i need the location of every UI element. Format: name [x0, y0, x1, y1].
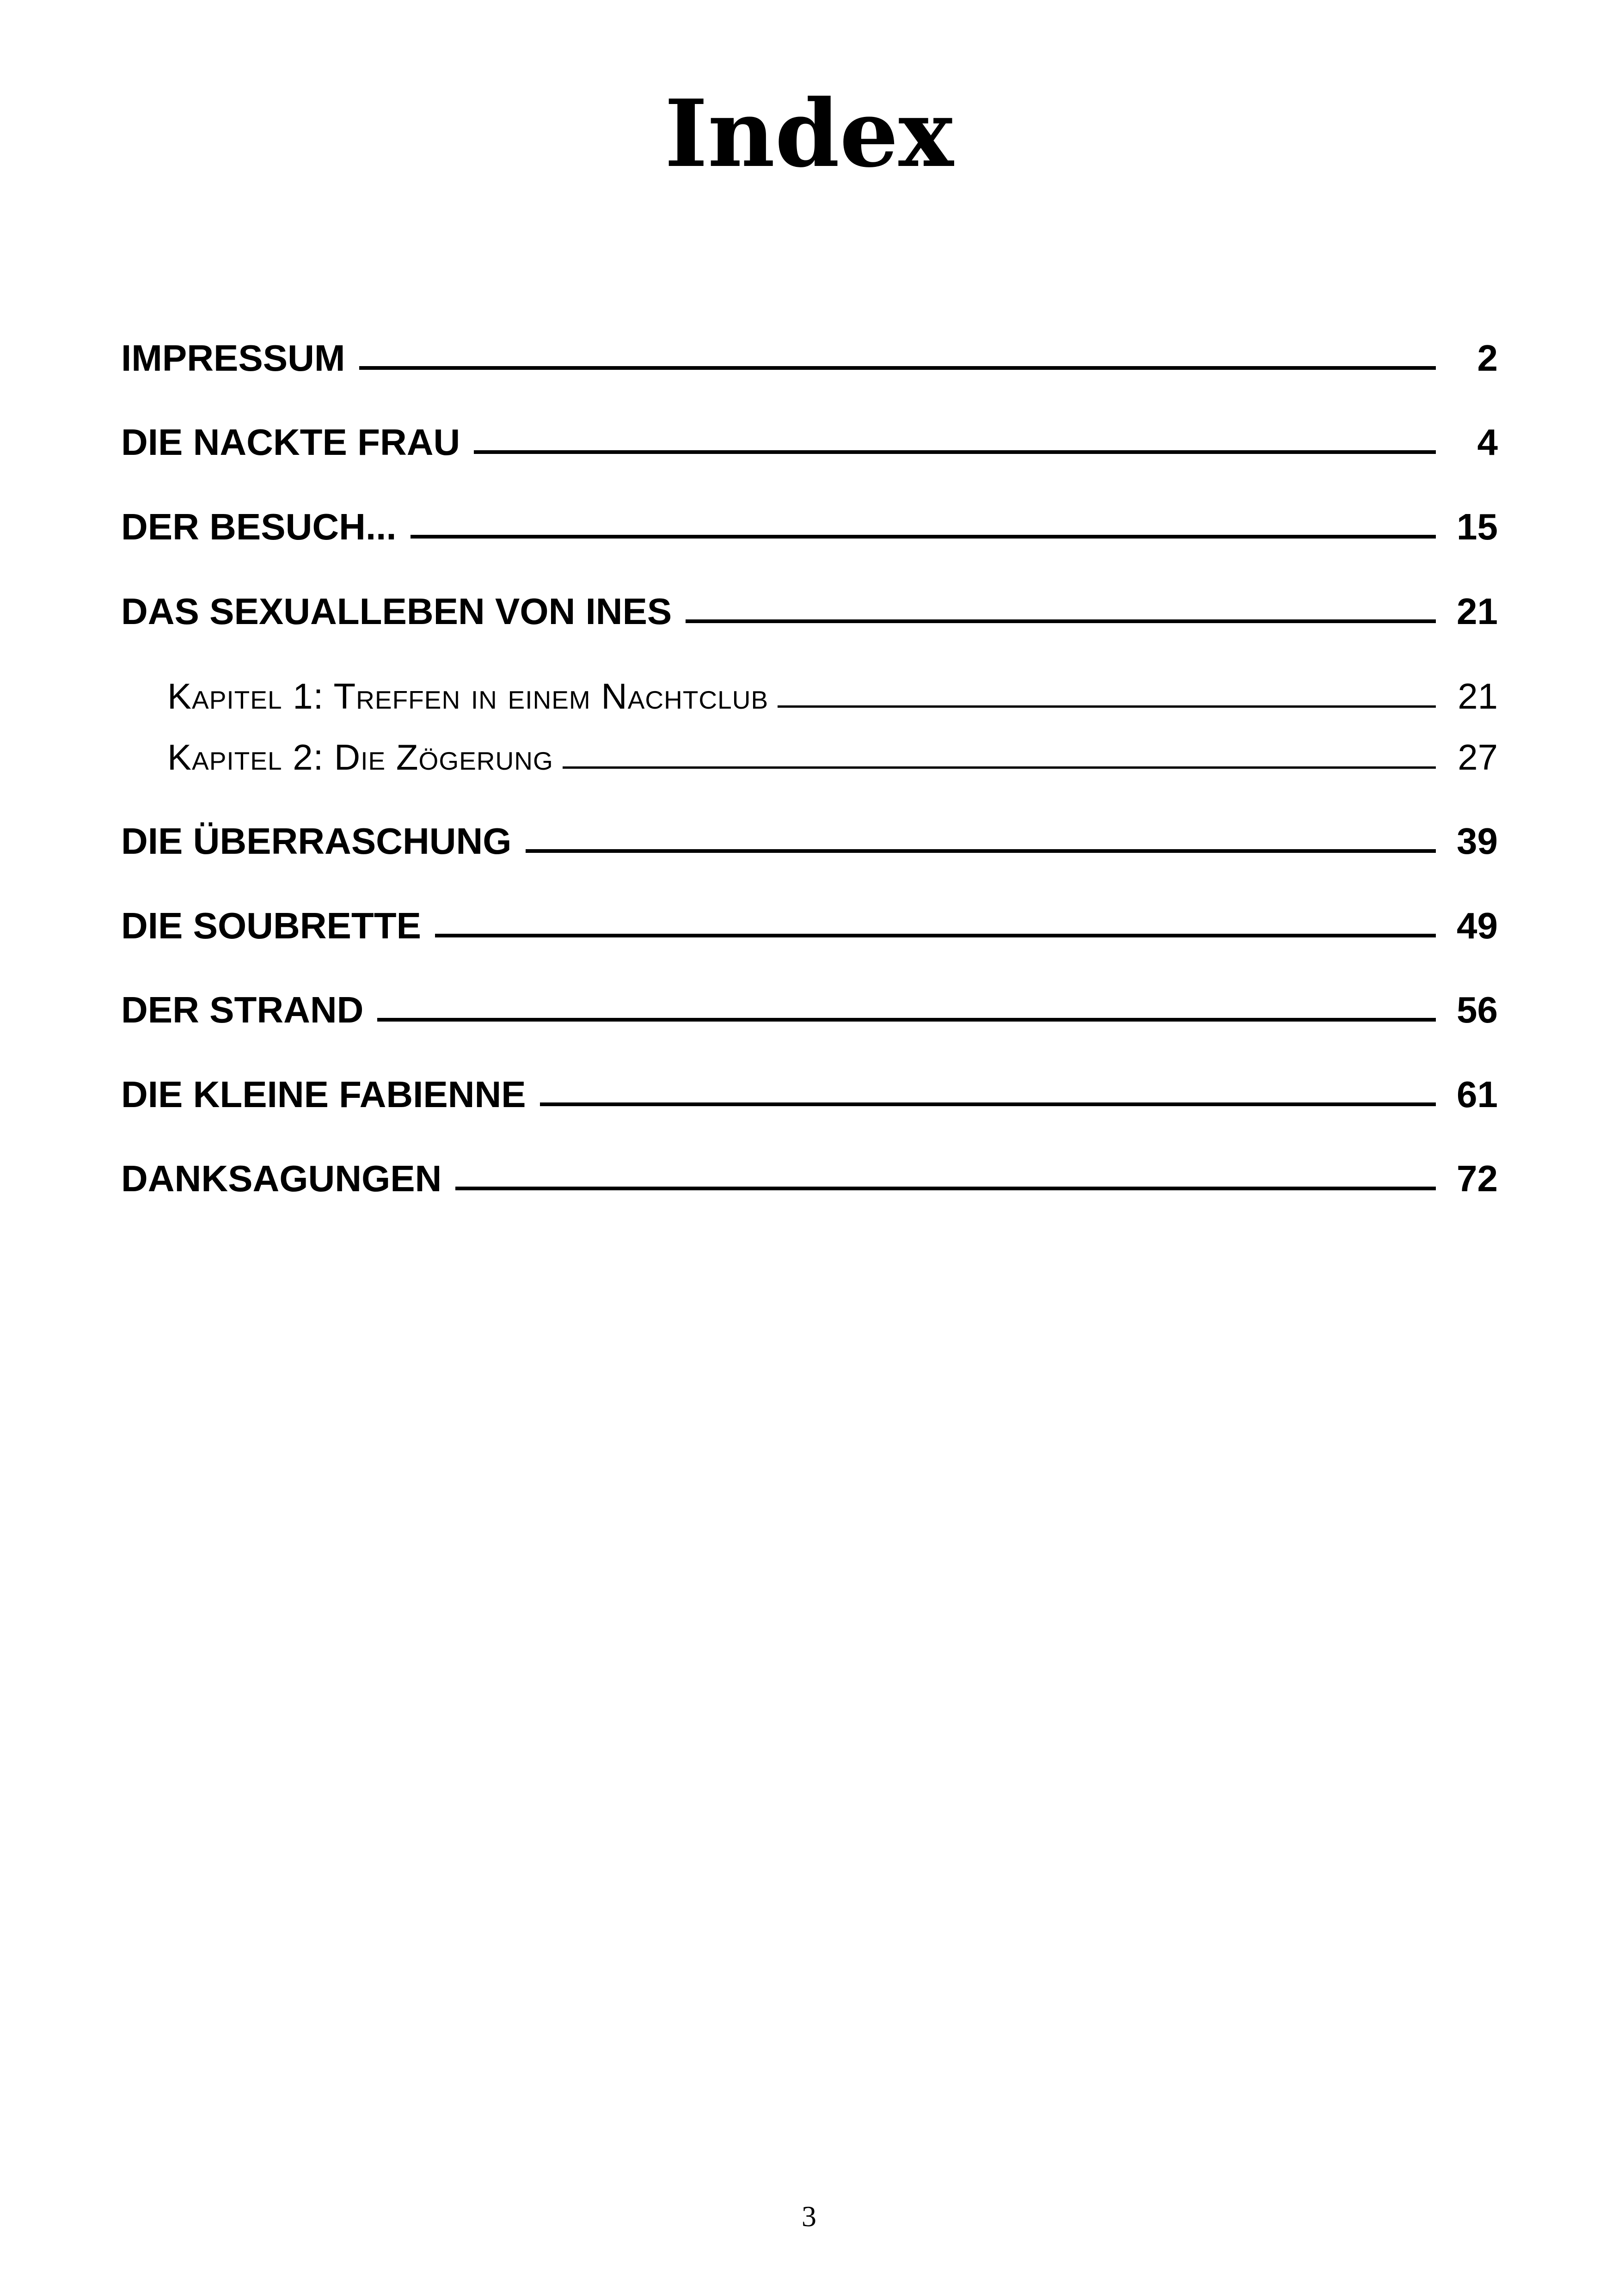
toc-entry-title: DIE ÜBERRASCHUNG	[121, 820, 512, 862]
toc-entry-page: 49	[1457, 905, 1498, 946]
page-title: Index	[664, 80, 954, 188]
toc-entry-danksagungen[interactable]	[121, 1153, 1498, 1204]
toc-entry-die-kleine-fabienne[interactable]	[121, 1069, 1498, 1120]
toc-leader-line	[474, 450, 1436, 454]
toc-entry-page: 4	[1477, 422, 1498, 463]
toc-entry-der-strand[interactable]	[121, 985, 1498, 1035]
toc-entry-title: DIE NACKTE FRAU	[121, 422, 460, 463]
toc-entry-die-nackte-frau[interactable]	[121, 417, 1498, 468]
toc-entry-page: 2	[1477, 337, 1498, 379]
toc-entry-impressum[interactable]	[121, 333, 1498, 384]
toc-entry-das-sexualleben-von-ines[interactable]	[121, 586, 1498, 637]
toc-leader-line	[455, 1187, 1436, 1190]
toc-entry-page: 21	[1458, 676, 1498, 716]
toc-entry-title: Kapitel 1: Treffen in einem Nachtclub	[167, 676, 769, 716]
toc-entry-page: 27	[1458, 737, 1498, 778]
toc-entry-title: Kapitel 2: Die Zögerung	[167, 737, 553, 778]
toc-entry-der-besuch[interactable]	[121, 502, 1498, 552]
toc-leader-line	[563, 766, 1436, 769]
toc-entry-page: 61	[1457, 1074, 1498, 1115]
toc-leader-line	[526, 849, 1436, 853]
toc-leader-line	[411, 535, 1436, 539]
toc-leader-line	[435, 934, 1436, 937]
toc-entry-title: DIE KLEINE FABIENNE	[121, 1074, 526, 1115]
toc-entry-page: 56	[1457, 989, 1498, 1030]
toc-entry-page: 39	[1457, 820, 1498, 862]
toc-entry-title: IMPRESSUM	[121, 337, 345, 379]
toc-entry-title: DANKSAGUNGEN	[121, 1158, 442, 1199]
toc-entry-title: DAS SEXUALLEBEN VON INES	[121, 591, 672, 632]
toc-entry-title: DER BESUCH...	[121, 506, 397, 547]
toc-entry-title: DER STRAND	[121, 989, 364, 1030]
page-number: 3	[802, 2200, 816, 2233]
toc-entry-die-ueberraschung[interactable]	[121, 816, 1498, 867]
toc-entry-page: 21	[1457, 591, 1498, 632]
toc-leader-line	[686, 619, 1436, 623]
toc-entry-die-soubrette[interactable]	[121, 900, 1498, 951]
toc-leader-line	[778, 705, 1436, 708]
toc-entry-page: 72	[1457, 1158, 1498, 1199]
toc-leader-line	[540, 1102, 1436, 1106]
toc-entry-page: 15	[1457, 506, 1498, 547]
toc-subentry-kapitel-2[interactable]	[167, 734, 1498, 780]
toc-subentry-kapitel-1[interactable]	[167, 673, 1498, 719]
toc-entry-title: DIE SOUBRETTE	[121, 905, 421, 946]
toc-leader-line	[377, 1018, 1436, 1022]
toc-leader-line	[359, 366, 1436, 370]
